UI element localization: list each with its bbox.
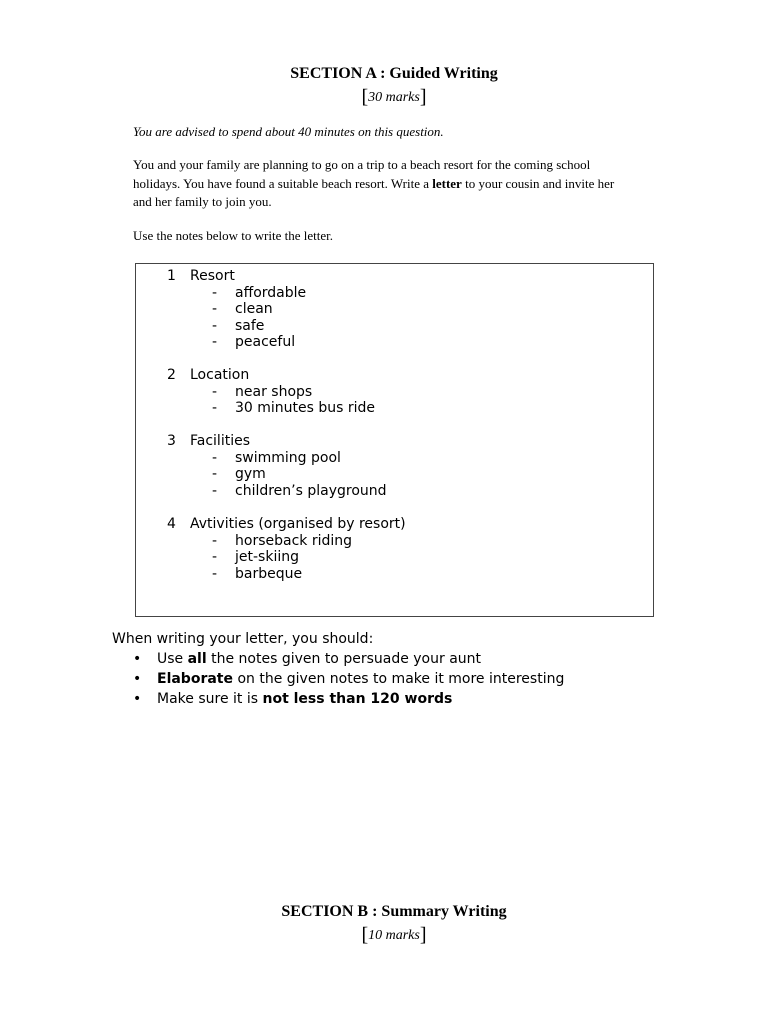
- list-item: - affordable: [212, 285, 307, 301]
- section-b-marks: [10 marks]: [361, 924, 427, 946]
- notes-group-4-heading: 4 Avtivities (organised by resort): [167, 516, 406, 532]
- list-item: - swimming pool: [212, 450, 341, 466]
- bullet-icon: •: [133, 691, 142, 707]
- instructions-intro: When writing your letter, you should:: [112, 631, 374, 647]
- list-item: - peaceful: [212, 334, 296, 350]
- section-a-title: SECTION A : Guided Writing: [290, 65, 498, 82]
- list-item: - 30 minutes bus ride: [212, 400, 376, 416]
- list-item: - barbeque: [212, 566, 303, 582]
- notes-group-2-heading: 2 Location: [167, 367, 250, 383]
- task-letter-bold: letter: [432, 175, 462, 191]
- task-line-3: and her family to join you.: [133, 194, 272, 209]
- bullet-icon: •: [133, 651, 142, 667]
- task-line-2: holidays. You have found a suitable beach resort. Write a letter to your cousin and invite her: [133, 175, 615, 191]
- task-line-1: You and your family are planning to go on a trip to a beach resort for the coming school: [133, 157, 591, 172]
- instruction-bullet-1: Use all the notes given to persuade your aunt: [157, 651, 482, 667]
- task-paragraph: [133, 156, 653, 212]
- use-notes-text: Use the notes below to write the letter.: [133, 228, 334, 243]
- list-item: - horseback riding: [212, 533, 353, 549]
- notes-group-3-heading: 3 Facilities: [167, 433, 250, 449]
- section-b-title: SECTION B : Summary Writing: [281, 903, 507, 920]
- list-item: - gym: [212, 466, 266, 482]
- list-item: - children’s playground: [212, 483, 387, 499]
- section-a-marks-text: 30 marks: [368, 90, 420, 105]
- section-b-marks-text: 10 marks: [368, 928, 420, 943]
- advice-text: You are advised to spend about 40 minutes on this question.: [133, 124, 444, 139]
- notes-group-1-heading: 1 Resort: [167, 268, 235, 284]
- list-item: - clean: [212, 301, 273, 317]
- instruction-bullet-3: Make sure it is not less than 120 words: [157, 691, 453, 707]
- list-item: - jet-skiing: [212, 549, 299, 565]
- section-a-marks: [30 marks]: [361, 86, 427, 108]
- list-item: - safe: [212, 318, 265, 334]
- bullet-icon: •: [133, 671, 142, 687]
- instruction-bullet-2: Elaborate on the given notes to make it more interesting: [157, 671, 565, 687]
- list-item: - near shops: [212, 384, 313, 400]
